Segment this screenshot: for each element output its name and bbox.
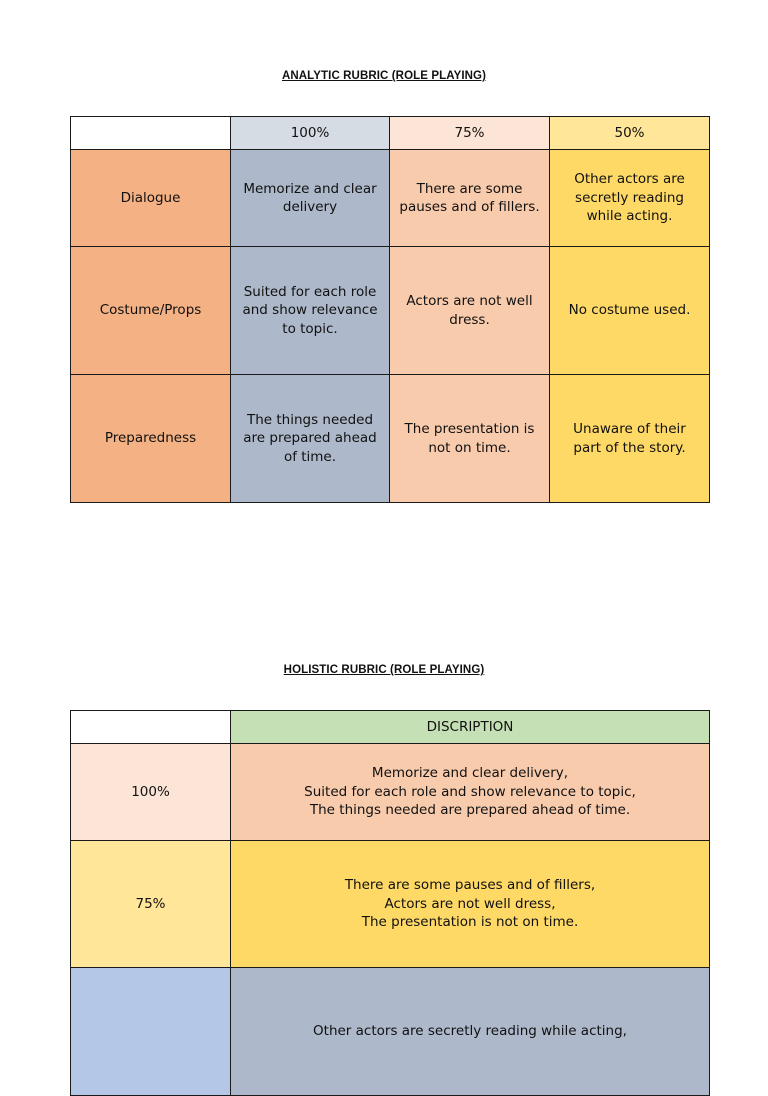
analytic-rubric-title: ANALYTIC RUBRIC (ROLE PLAYING) [281,70,487,82]
costume-75-cell: Actors are not well dress. [390,247,550,375]
holistic-score-100: 100% [71,744,231,841]
holistic-description-50: Other actors are secretly reading while acting, [231,968,710,1096]
analytic-header-100: 100% [231,117,390,150]
holistic-row-50 [71,968,710,1096]
analytic-header-50: 50% [550,117,710,150]
criterion-dialogue: Dialogue [71,150,231,247]
dialogue-50-cell: Other actors are secretly reading while acting. [550,150,710,247]
costume-50-cell: No costume used. [550,247,710,375]
holistic-header-description: DISCRIPTION [231,711,710,744]
analytic-rubric-table [70,116,710,503]
analytic-row-costume [71,247,710,375]
holistic-description-75: There are some pauses and of fillers, Actors are not well dress, The presentation is not on time. [231,841,710,968]
preparedness-75-cell: The presentation is not on time. [390,375,550,503]
analytic-header-row [71,117,710,150]
holistic-rubric-table [70,710,710,1096]
preparedness-100-cell: The things needed are prepared ahead of time. [231,375,390,503]
analytic-row-preparedness [71,375,710,503]
analytic-row-dialogue [71,150,710,247]
analytic-header-75: 75% [390,117,550,150]
holistic-header-row [71,711,710,744]
holistic-row-75 [71,841,710,968]
holistic-score-50 [71,968,231,1096]
holistic-header-blank [71,711,231,744]
holistic-score-75: 75% [71,841,231,968]
dialogue-100-cell: Memorize and clear delivery [231,150,390,247]
analytic-header-blank [71,117,231,150]
holistic-rubric-title: HOLISTIC RUBRIC (ROLE PLAYING) [283,664,485,676]
dialogue-75-cell: There are some pauses and of fillers. [390,150,550,247]
criterion-preparedness: Preparedness [71,375,231,503]
costume-100-cell: Suited for each role and show relevance to topic. [231,247,390,375]
criterion-costume-props: Costume/Props [71,247,231,375]
preparedness-50-cell: Unaware of their part of the story. [550,375,710,503]
holistic-description-100: Memorize and clear delivery, Suited for each role and show relevance to topic, The things needed are prepared ahead of time. [231,744,710,841]
holistic-row-100 [71,744,710,841]
